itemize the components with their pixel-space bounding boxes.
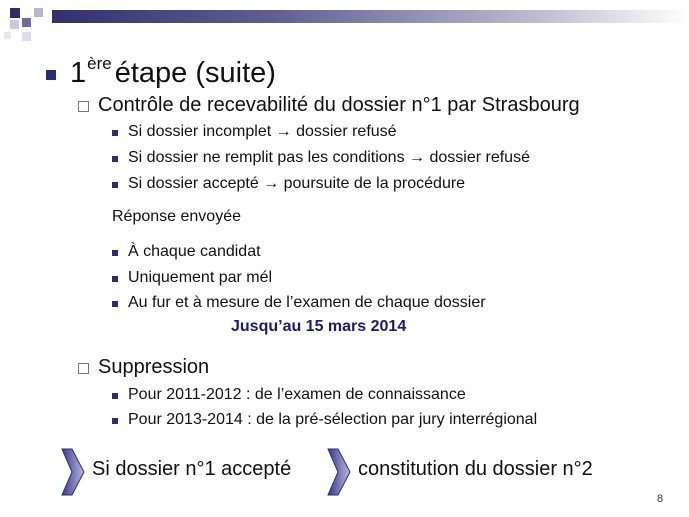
slide-title xyxy=(70,54,276,90)
title-rest: étape (suite) xyxy=(114,57,276,89)
section-label: Suppression xyxy=(98,356,210,378)
list-item-text: Si dossier accepté → poursuite de la procédure xyxy=(128,175,466,192)
list-item xyxy=(112,175,465,193)
header-gradient-band xyxy=(52,10,689,23)
decorative-square xyxy=(22,18,31,27)
flow-step-1: Si dossier n°1 accepté xyxy=(92,458,292,480)
square-bullet-icon xyxy=(112,301,118,307)
decorative-square xyxy=(10,20,19,29)
arrow-right-icon xyxy=(326,447,352,497)
square-bullet-icon xyxy=(112,156,118,162)
section-label: Contrôle de recevabilité du dossier n°1 par Strasbourg xyxy=(98,94,580,116)
title-superscript: ère xyxy=(87,54,112,73)
list-item xyxy=(112,294,486,312)
list-item xyxy=(112,411,537,429)
hollow-square-bullet-icon xyxy=(78,363,89,374)
list-item-text: Au fur et à mesure de l’examen de chaque dossier xyxy=(128,294,486,311)
decorative-square xyxy=(22,32,31,41)
page-number: 8 xyxy=(657,493,664,505)
decorative-square xyxy=(10,8,20,18)
decorative-square xyxy=(4,32,11,39)
list-item-text: Uniquement par mél xyxy=(128,269,273,286)
square-bullet-icon xyxy=(112,130,118,136)
square-bullet-icon xyxy=(112,418,118,424)
square-bullet-icon xyxy=(112,393,118,399)
list-item-text: Pour 2013-2014 : de la pré-sélection par jury interrégional xyxy=(128,411,538,428)
list-item-text: Si dossier incomplet → dossier refusé xyxy=(128,123,397,140)
list-item xyxy=(112,269,272,287)
title-number: 1 xyxy=(70,57,87,89)
section-recevabilite xyxy=(78,94,580,117)
section-suppression xyxy=(78,356,209,379)
flow-step-2: constitution du dossier n°2 xyxy=(358,458,593,480)
square-bullet-icon xyxy=(112,276,118,282)
square-bullet-icon xyxy=(112,250,118,256)
response-heading: Réponse envoyée xyxy=(112,208,241,225)
list-item xyxy=(112,123,397,141)
square-bullet-icon xyxy=(112,182,118,188)
list-item xyxy=(112,149,530,167)
hollow-square-bullet-icon xyxy=(78,101,89,112)
list-item xyxy=(112,243,261,261)
deadline-text: Jusqu’au 15 mars 2014 xyxy=(231,318,407,335)
list-item-text: Pour 2011-2012 : de l’examen de connaissance xyxy=(128,386,466,403)
square-bullet-icon xyxy=(46,70,56,80)
slide-title-row xyxy=(46,54,276,90)
list-item xyxy=(112,386,466,404)
list-item-text: À chaque candidat xyxy=(128,243,261,260)
decorative-square xyxy=(34,8,43,17)
arrow-right-icon xyxy=(60,447,86,497)
list-item-text: Si dossier ne remplit pas les conditions → dossier refusé xyxy=(128,149,530,166)
